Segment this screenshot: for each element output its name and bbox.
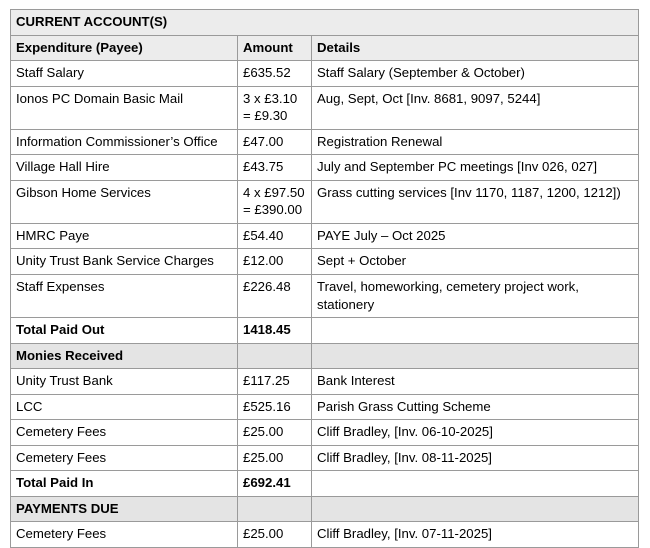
table-row xyxy=(11,249,639,275)
cell-details xyxy=(312,522,639,548)
details-line-1: Cliff Bradley, [Inv. 08-11-2025] xyxy=(317,449,492,465)
cell-details xyxy=(312,420,639,446)
details-line-1: Grass cutting services [Inv 1170, 1187, 1200, 1212]) xyxy=(317,184,621,200)
cell-amount xyxy=(238,445,312,471)
table-row xyxy=(11,369,639,395)
table-row xyxy=(11,522,639,548)
subsection-label-payments-due: PAYMENTS DUE xyxy=(11,496,238,522)
current-accounts-table xyxy=(10,9,639,548)
subsection-details-blank xyxy=(312,343,639,369)
cell-payee: Ionos PC Domain Basic Mail xyxy=(11,86,238,129)
cell-details xyxy=(312,129,639,155)
table-row-total-paid-out xyxy=(11,318,639,344)
amount-line-1: £25.00 xyxy=(243,424,284,440)
cell-payee: HMRC Paye xyxy=(11,223,238,249)
subsection-amount-blank xyxy=(238,343,312,369)
subsection-label-monies-received: Monies Received xyxy=(11,343,238,369)
details-line-1: July and September PC meetings [Inv 026, 027] xyxy=(317,159,598,175)
cell-amount xyxy=(238,61,312,87)
cell-amount xyxy=(238,180,312,223)
cell-payee: Unity Trust Bank Service Charges xyxy=(11,249,238,275)
table-row xyxy=(11,155,639,181)
details-line-2: stationery xyxy=(317,296,375,312)
cell-amount xyxy=(238,249,312,275)
details-line-1: Sept + October xyxy=(317,253,407,269)
cell-payee: Cemetery Fees xyxy=(11,445,238,471)
amount-line-1: £117.25 xyxy=(243,373,290,389)
details-line-1: Travel, homeworking, cemetery project work, xyxy=(317,279,579,295)
cell-payee: Cemetery Fees xyxy=(11,522,238,548)
details-line-1: Aug, Sept, Oct [Inv. 8681, 9097, 5244] xyxy=(317,90,541,106)
table-body xyxy=(11,10,639,548)
details-line-1: Cliff Bradley, [Inv. 06-10-2025] xyxy=(317,424,493,440)
column-header-payee: Expenditure (Payee) xyxy=(11,35,238,61)
cell-payee: Gibson Home Services xyxy=(11,180,238,223)
amount-line-1: £635.52 xyxy=(243,65,291,81)
cell-amount xyxy=(238,155,312,181)
cell-payee: Cemetery Fees xyxy=(11,420,238,446)
table-row xyxy=(11,180,639,223)
details-line-1: PAYE July – Oct 2025 xyxy=(317,227,446,243)
column-header-amount: Amount xyxy=(238,35,312,61)
table-row-total-paid-in xyxy=(11,471,639,497)
total-paid-in-amount: £692.41 xyxy=(238,471,312,497)
amount-line-2: = £9.30 xyxy=(243,108,288,124)
cell-details xyxy=(312,223,639,249)
amount-line-1: 4 x £97.50 xyxy=(243,184,305,200)
cell-details xyxy=(312,180,639,223)
subsection-details-blank xyxy=(312,496,639,522)
table-row xyxy=(11,275,639,318)
cell-details xyxy=(312,445,639,471)
section-title-current-accounts: CURRENT ACCOUNT(S) xyxy=(11,10,639,36)
cell-payee: LCC xyxy=(11,394,238,420)
amount-line-1: £43.75 xyxy=(243,159,284,175)
table-row xyxy=(11,86,639,129)
cell-details xyxy=(312,249,639,275)
table-row-section-title xyxy=(11,10,639,36)
subsection-amount-blank xyxy=(238,496,312,522)
total-paid-in-label: Total Paid In xyxy=(11,471,238,497)
table-row xyxy=(11,394,639,420)
amount-line-1: £525.16 xyxy=(243,398,291,414)
amount-line-1: £25.00 xyxy=(243,526,284,542)
total-paid-in-details xyxy=(312,471,639,497)
cell-payee: Village Hall Hire xyxy=(11,155,238,181)
cell-amount xyxy=(238,86,312,129)
amount-line-2: = £390.00 xyxy=(243,202,303,218)
table-row-monies-received-header xyxy=(11,343,639,369)
amount-line-1: 3 x £3.10 xyxy=(243,90,298,106)
cell-amount xyxy=(238,275,312,318)
cell-payee: Unity Trust Bank xyxy=(11,369,238,395)
cell-details xyxy=(312,275,639,318)
total-paid-out-amount: 1418.45 xyxy=(238,318,312,344)
table-row xyxy=(11,420,639,446)
cell-payee: Staff Salary xyxy=(11,61,238,87)
amount-line-1: £47.00 xyxy=(243,133,284,149)
table-row xyxy=(11,445,639,471)
table-row xyxy=(11,129,639,155)
details-line-1: Bank Interest xyxy=(317,373,395,389)
table-row xyxy=(11,223,639,249)
cell-payee: Staff Expenses xyxy=(11,275,238,318)
amount-line-1: £54.40 xyxy=(243,227,284,243)
cell-amount xyxy=(238,369,312,395)
table-row xyxy=(11,61,639,87)
cell-amount xyxy=(238,394,312,420)
cell-payee: Information Commissioner’s Office xyxy=(11,129,238,155)
total-paid-out-label: Total Paid Out xyxy=(11,318,238,344)
table-row-payments-due-header xyxy=(11,496,639,522)
details-line-1: Cliff Bradley, [Inv. 07-11-2025] xyxy=(317,526,492,542)
cell-amount xyxy=(238,129,312,155)
amount-line-1: £25.00 xyxy=(243,449,284,465)
details-line-1: Staff Salary (September & October) xyxy=(317,65,525,81)
details-line-1: Parish Grass Cutting Scheme xyxy=(317,398,491,414)
cell-details xyxy=(312,155,639,181)
cell-details xyxy=(312,61,639,87)
amount-line-1: £226.48 xyxy=(243,279,291,295)
cell-amount xyxy=(238,522,312,548)
cell-amount xyxy=(238,223,312,249)
details-line-1: Registration Renewal xyxy=(317,133,443,149)
amount-line-1: £12.00 xyxy=(243,253,284,269)
cell-details xyxy=(312,86,639,129)
cell-details xyxy=(312,369,639,395)
table-row-column-headers xyxy=(11,35,639,61)
cell-amount xyxy=(238,420,312,446)
total-paid-out-details xyxy=(312,318,639,344)
cell-details xyxy=(312,394,639,420)
column-header-details: Details xyxy=(312,35,639,61)
